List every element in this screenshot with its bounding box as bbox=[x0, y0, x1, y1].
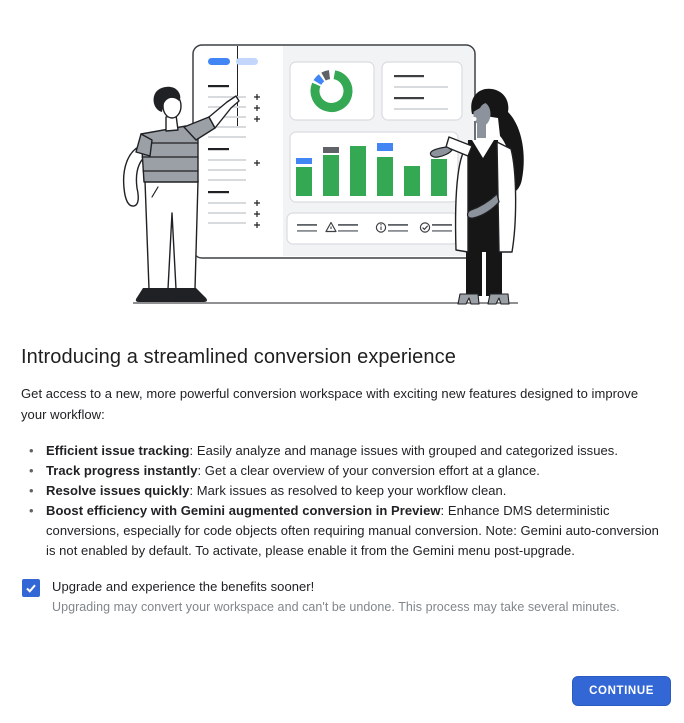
continue-button[interactable]: CONTINUE bbox=[572, 676, 671, 706]
benefit-item-track-progress bbox=[21, 461, 663, 481]
benefit-lead: Boost efficiency with Gemini augmented conversion in Preview bbox=[46, 503, 441, 518]
benefit-text: : Get a clear overview of your conversion effort at a glance. bbox=[197, 463, 540, 478]
benefit-item-gemini-conversion bbox=[21, 501, 663, 561]
bar-chart-icon bbox=[290, 132, 458, 202]
dialog-body bbox=[21, 344, 663, 561]
summary-lines-card bbox=[382, 62, 462, 120]
benefit-text: : Easily analyze and manage issues with grouped and categorized issues. bbox=[189, 443, 618, 458]
benefit-lead: Efficient issue tracking bbox=[46, 443, 190, 458]
benefits-list bbox=[21, 441, 663, 561]
benefit-item-resolve-issues bbox=[21, 481, 663, 501]
dialog-intro: Get access to a new, more powerful conversion workspace with exciting new features designed to improve your workflow: bbox=[21, 386, 639, 422]
checkmark-icon bbox=[25, 582, 37, 594]
onboarding-illustration bbox=[0, 0, 684, 312]
dialog-title: Introducing a streamlined conversion experience bbox=[21, 346, 456, 368]
legend-card bbox=[287, 213, 458, 244]
benefit-item-issue-tracking bbox=[21, 441, 663, 461]
benefit-lead: Resolve issues quickly bbox=[46, 483, 190, 498]
donut-chart-icon bbox=[290, 62, 374, 120]
benefit-text: : Mark issues as resolved to keep your workflow clean. bbox=[189, 483, 507, 498]
upgrade-checkbox-subtext: Upgrading may convert your workspace and can't be undone. This process may take several minutes. bbox=[52, 600, 620, 614]
upgrade-checkbox-row bbox=[22, 578, 620, 616]
upgrade-checkbox-label[interactable]: Upgrade and experience the benefits sooner! bbox=[52, 579, 315, 594]
benefit-text: : Enhance DMS deterministic conversions, especially for code objects often requiring manual conversion. Note: Gemini auto-conversion is not enabled by default. To activate, please enable it from the Gemini menu post-upgrade. bbox=[46, 503, 659, 558]
checkbox-text-block bbox=[52, 578, 620, 616]
benefit-lead: Track progress instantly bbox=[46, 463, 198, 478]
upgrade-checkbox[interactable] bbox=[22, 579, 40, 597]
